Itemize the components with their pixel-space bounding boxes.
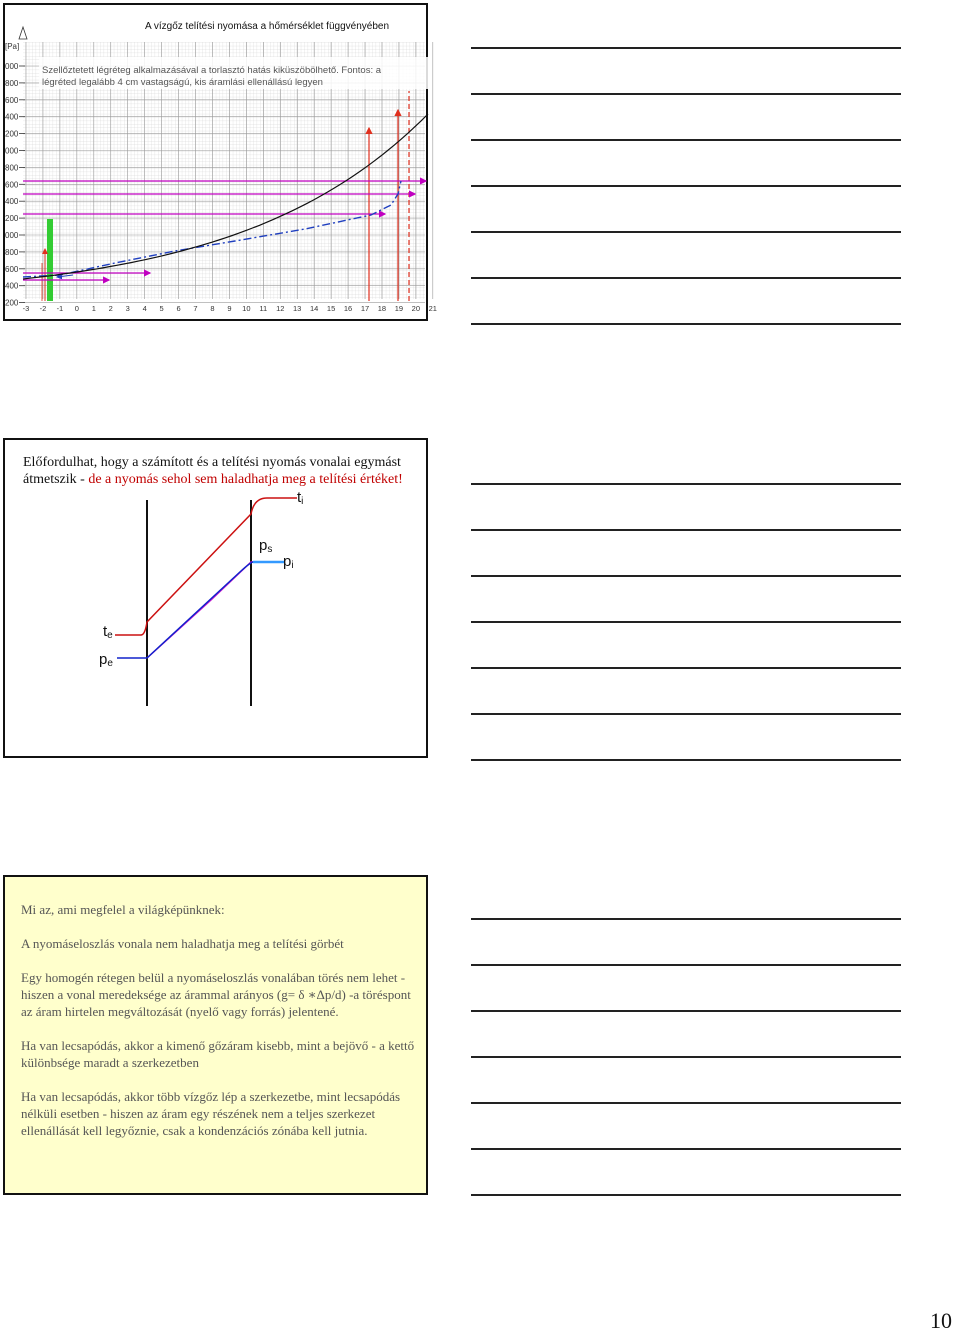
x-tick-label: 3: [125, 304, 130, 313]
note-line: [471, 529, 901, 531]
x-tick-label: 5: [159, 304, 164, 313]
note-line: [471, 1148, 901, 1150]
page-number: 10: [930, 1308, 952, 1333]
x-tick-label: 14: [309, 304, 319, 313]
y-tick-label: 600: [5, 95, 19, 105]
y-tick-label: 000: [5, 146, 19, 156]
y-tick-label: 200: [5, 298, 19, 308]
x-tick-label: 7: [193, 304, 198, 313]
x-tick-label: 16: [343, 304, 353, 313]
note-line: [471, 185, 901, 187]
note-line: [471, 667, 901, 669]
annotation-line-1: Szellőztetett légréteg alkalmazásával a torlasztó hatás kiküszöbölhető. Fontos: a: [42, 65, 382, 76]
note-line: [471, 231, 901, 233]
note-line: [471, 575, 901, 577]
note-line: [471, 93, 901, 95]
note-line: [471, 323, 901, 325]
x-tick-label: -1: [56, 304, 64, 313]
layer-bar: [47, 219, 53, 301]
slide-summary: [3, 875, 428, 1195]
slide-crossing-lines: [3, 438, 428, 758]
note-line: [471, 47, 901, 49]
note-line: [471, 483, 901, 485]
note-line: [471, 1194, 901, 1196]
note-line: [471, 139, 901, 141]
note-line: [471, 277, 901, 279]
note-line: [471, 1056, 901, 1058]
summary-paragraph-3: Egy homogén rétegen belül a nyomáseloszlás vonalában törés nem lehet - hiszen a vonal meredeksége az árammal arányos (g= δ ∗Δp/d) -a töréspont az áram hirtelen megváltozását (nyelő vagy forrás) jelentené.: [21, 970, 411, 1019]
temperature-line: [115, 498, 297, 635]
x-tick-label: 11: [259, 304, 268, 313]
annotation-line-2: légréted legalább 4 cm vastagságú, kis áramlási ellenállású legyen: [42, 77, 323, 88]
note-line: [471, 759, 901, 761]
y-axis-ticks: [5, 62, 25, 308]
y-tick-label: 600: [5, 180, 19, 190]
y-tick-label: 400: [5, 112, 19, 122]
slide2-text-black: Előfordulhat, hogy a számított és a telítési nyomás vonalai egymást átmetszik -: [23, 455, 401, 487]
y-tick-label: 600: [5, 264, 19, 274]
summary-paragraph-5: Ha van lecsapódás, akkor több vízgőz lép a szerkezetbe, mint lecsapódás nélküli esetben - hiszen az áram egy részének nem a teljes szerkezet ellenállását kell legyőznie, csak a kondenzációs zónába kell jutnia.: [21, 1089, 401, 1138]
y-tick-label: 800: [5, 247, 19, 257]
x-tick-label: 10: [242, 304, 251, 313]
x-tick-label: 19: [394, 304, 404, 313]
label-ps: ps: [259, 537, 273, 555]
x-tick-label: -2: [39, 304, 47, 313]
x-tick-label: 12: [276, 304, 285, 313]
note-line: [471, 1102, 901, 1104]
y-tick-label: 200: [5, 214, 19, 224]
label-te: te: [103, 623, 113, 641]
label-ti: ti: [297, 489, 304, 507]
note-line: [471, 1010, 901, 1012]
x-tick-label: 6: [176, 304, 181, 313]
x-tick-label: 9: [227, 304, 232, 313]
label-pe: pe: [99, 651, 113, 669]
y-tick-label: 800: [5, 78, 19, 88]
x-tick-label: 20: [411, 304, 421, 313]
y-unit-label: [Pa]: [5, 42, 20, 51]
x-axis-ticks: [23, 304, 437, 313]
label-pi: pi: [283, 553, 294, 571]
saturation-line: [147, 562, 267, 658]
x-tick-label: 18: [377, 304, 387, 313]
x-tick-label: 15: [326, 304, 336, 313]
summary-text: [21, 901, 421, 1156]
y-tick-label: 000: [5, 62, 19, 71]
x-tick-label: 1: [91, 304, 96, 313]
slide-saturation-chart: [3, 3, 437, 321]
summary-paragraph-1: Mi az, ami megfelel a világképünknek:: [21, 902, 225, 917]
x-tick-label: 0: [74, 304, 79, 313]
note-line: [471, 964, 901, 966]
x-tick-label: -3: [22, 304, 30, 313]
summary-paragraph-4: Ha van lecsapódás, akkor a kimenő gőzáram kisebb, mint a bejövő - a kettő különbsége maradt a szerkezetben: [21, 1038, 415, 1070]
x-tick-label: 17: [360, 304, 370, 313]
x-tick-label: 21: [428, 304, 437, 313]
note-line: [471, 713, 901, 715]
slide2-text-red: de a nyomás sehol sem haladhatja meg a telítési értéket!: [88, 472, 403, 487]
summary-paragraph-2: A nyomáseloszlás vonala nem haladhatja meg a telítési görbét: [21, 936, 344, 951]
x-tick-label: 13: [293, 304, 302, 313]
x-tick-label: 8: [210, 304, 215, 313]
y-tick-label: 400: [5, 197, 19, 207]
y-tick-label: 200: [5, 129, 19, 139]
x-tick-label: 4: [142, 304, 147, 313]
y-axis-arrow-icon: [19, 27, 27, 39]
note-line: [471, 918, 901, 920]
x-tick-label: 2: [108, 304, 113, 313]
note-line: [471, 621, 901, 623]
chart-title: A vízgőz telítési nyomása a hőmérséklet függvényében: [144, 21, 390, 32]
y-tick-label: 000: [5, 231, 19, 240]
saturation-chart: [5, 5, 437, 319]
y-tick-label: 800: [5, 163, 19, 173]
y-tick-label: 400: [5, 281, 19, 291]
crossing-diagram: [5, 440, 426, 756]
